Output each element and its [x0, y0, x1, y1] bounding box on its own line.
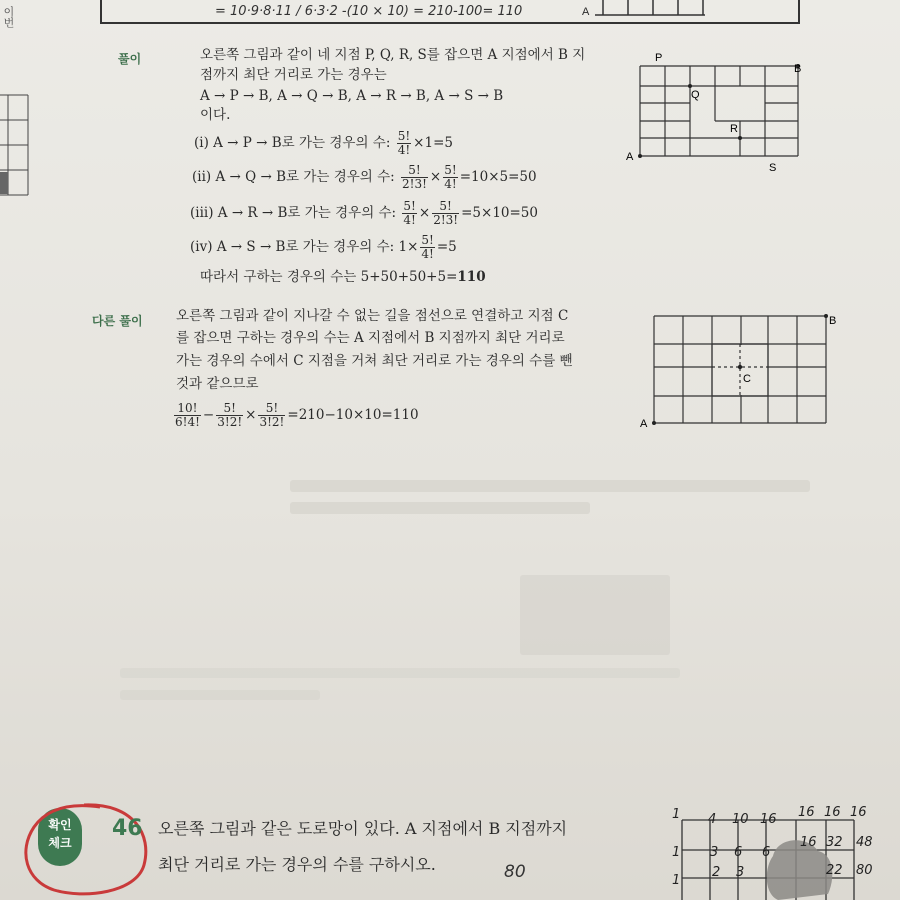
solution-conclusion: 따라서 구하는 경우의 수는 5+50+50+5=110: [200, 269, 486, 285]
bleed-through-text: [290, 502, 590, 514]
svg-text:10: 10: [732, 812, 749, 827]
check-badge: 확인 체크: [38, 808, 82, 866]
svg-text:80: 80: [856, 863, 873, 878]
grid-pqrs-diagram: [622, 48, 812, 178]
alt-line-3: 가는 경우의 수에서 C 지점을 거쳐 최단 거리로 가는 경우의 수를 뺀: [176, 353, 573, 369]
bleed-through-text: [120, 668, 680, 678]
alt-result: =210−10×10=110: [287, 407, 419, 423]
solution-paths: A → P → B, A → Q → B, A → R → B, A → S → B: [200, 88, 504, 104]
case-4-fraction: $\frac{5!}{4!}$: [421, 233, 434, 261]
case-4: [190, 234, 457, 261]
alt-formula: $\frac{10!}{6!4!}$ − $\frac{5!}{3!2!}$ × $\frac{5!}{3!2!}$ =210−10×10=110: [175, 401, 419, 429]
svg-text:1: 1: [672, 807, 681, 822]
case-2-result: =10×5=50: [459, 169, 537, 185]
case-3-label: (iii) A → R → B로 가는 경우의 수:: [190, 205, 397, 221]
alt-line-2: 를 잡으면 구하는 경우의 수는 A 지점에서 B 지점까지 최단 거리로: [176, 330, 565, 346]
svg-text:1: 1: [672, 873, 681, 888]
svg-text:16: 16: [760, 812, 777, 827]
bleed-through-figure: [520, 575, 670, 655]
svg-text:3: 3: [736, 865, 745, 880]
case-1-result: ×1=5: [413, 135, 453, 151]
svg-text:22: 22: [826, 863, 843, 878]
case-1-fraction: $\frac{5!}{4!}$: [397, 129, 411, 157]
top-grid-fragment: [595, 0, 705, 18]
label-a2: A: [640, 418, 648, 430]
alt-line-1: 오른쪽 그림과 같이 지나갈 수 없는 길을 점선으로 연결하고 지점 C: [176, 308, 569, 324]
alt-line-4: 것과 같으므로: [176, 376, 259, 392]
label-c: C: [743, 373, 751, 385]
svg-text:3: 3: [710, 845, 719, 860]
svg-text:2: 2: [712, 865, 721, 880]
bleed-through-text: [120, 690, 320, 700]
solution-line-1: 오른쪽 그림과 같이 네 지점 P, Q, R, S를 잡으면 A 지점에서 B 지: [200, 47, 586, 63]
red-handwritten-circle: [14, 795, 154, 900]
case-1-label: (i) A → P → B로 가는 경우의 수:: [194, 135, 391, 151]
svg-text:16: 16: [798, 806, 815, 820]
case-3-fraction-1: $\frac{5!}{4!}$: [403, 199, 416, 227]
case-3-result: =5×10=50: [461, 205, 538, 221]
case-3-fraction-2: $\frac{5!}{2!3!}$: [433, 199, 459, 227]
alt-solution-tag: 다른 풀이: [92, 314, 143, 328]
solution-line-4: 이다.: [200, 107, 231, 123]
svg-text:32: 32: [826, 835, 843, 850]
alt-fraction-3: $\frac{5!}{3!2!}$: [259, 401, 285, 429]
case-2: (ii) A → Q → B로 가는 경우의 수: $\frac{5!}{2!3!}$ × $\frac{5!}{4!}$ =10×5=50: [192, 163, 537, 191]
svg-text:6: 6: [734, 845, 743, 860]
svg-text:6: 6: [762, 845, 771, 860]
grid-c-diagram: [636, 306, 836, 436]
svg-text:16: 16: [850, 806, 867, 820]
handwritten-answer: 80: [504, 862, 526, 882]
label-r: R: [730, 123, 738, 135]
case-1: [194, 130, 453, 157]
case-2-label: (ii) A → Q → B로 가는 경우의 수:: [192, 169, 395, 185]
problem-line-2: 최단 거리로 가는 경우의 수를 구하시오.: [158, 855, 436, 874]
alt-fraction-2: $\frac{5!}{3!2!}$: [217, 401, 243, 429]
solution-line-2: 점까지 최단 거리로 가는 경우는: [200, 67, 387, 83]
label-b: B: [794, 63, 802, 75]
case-4-result: =5: [436, 239, 457, 255]
case-2-fraction-2: $\frac{5!}{4!}$: [444, 163, 457, 191]
svg-text:16: 16: [824, 806, 841, 820]
solution-tag: 풀이: [118, 52, 142, 66]
problem-line-1: 오른쪽 그림과 같은 도로망이 있다. A 지점에서 B 지점까지: [158, 819, 568, 838]
label-b2: B: [829, 315, 836, 327]
case-3: (iii) A → R → B로 가는 경우의 수: $\frac{5!}{4!}$ × $\frac{5!}{2!3!}$ =5×10=50: [190, 199, 538, 227]
label-q: Q: [691, 89, 700, 101]
bottom-grid-diagram: [668, 806, 888, 900]
side-tab-text: 이번: [2, 6, 15, 28]
top-grid-label-a: A: [582, 6, 590, 18]
problem-number: 46: [112, 816, 143, 841]
label-p: P: [655, 52, 663, 64]
svg-text:1: 1: [672, 845, 681, 860]
svg-text:16: 16: [800, 835, 817, 850]
svg-text:4: 4: [708, 812, 717, 827]
final-answer: 110: [457, 269, 486, 285]
svg-text:48: 48: [856, 835, 873, 850]
handwritten-formula: = 10·9·8·11 / 6·3·2 -(10 × 10) = 210-100= 110: [215, 4, 523, 19]
bleed-through-text: [290, 480, 810, 492]
label-s: S: [769, 162, 777, 174]
case-2-fraction-1: $\frac{5!}{2!3!}$: [402, 163, 427, 191]
alt-fraction-1: $\frac{10!}{6!4!}$: [175, 401, 200, 429]
case-4-label: (iv) A → S → B로 가는 경우의 수: 1×: [190, 239, 419, 255]
label-a: A: [626, 151, 634, 163]
left-edge-grid: [0, 90, 30, 210]
